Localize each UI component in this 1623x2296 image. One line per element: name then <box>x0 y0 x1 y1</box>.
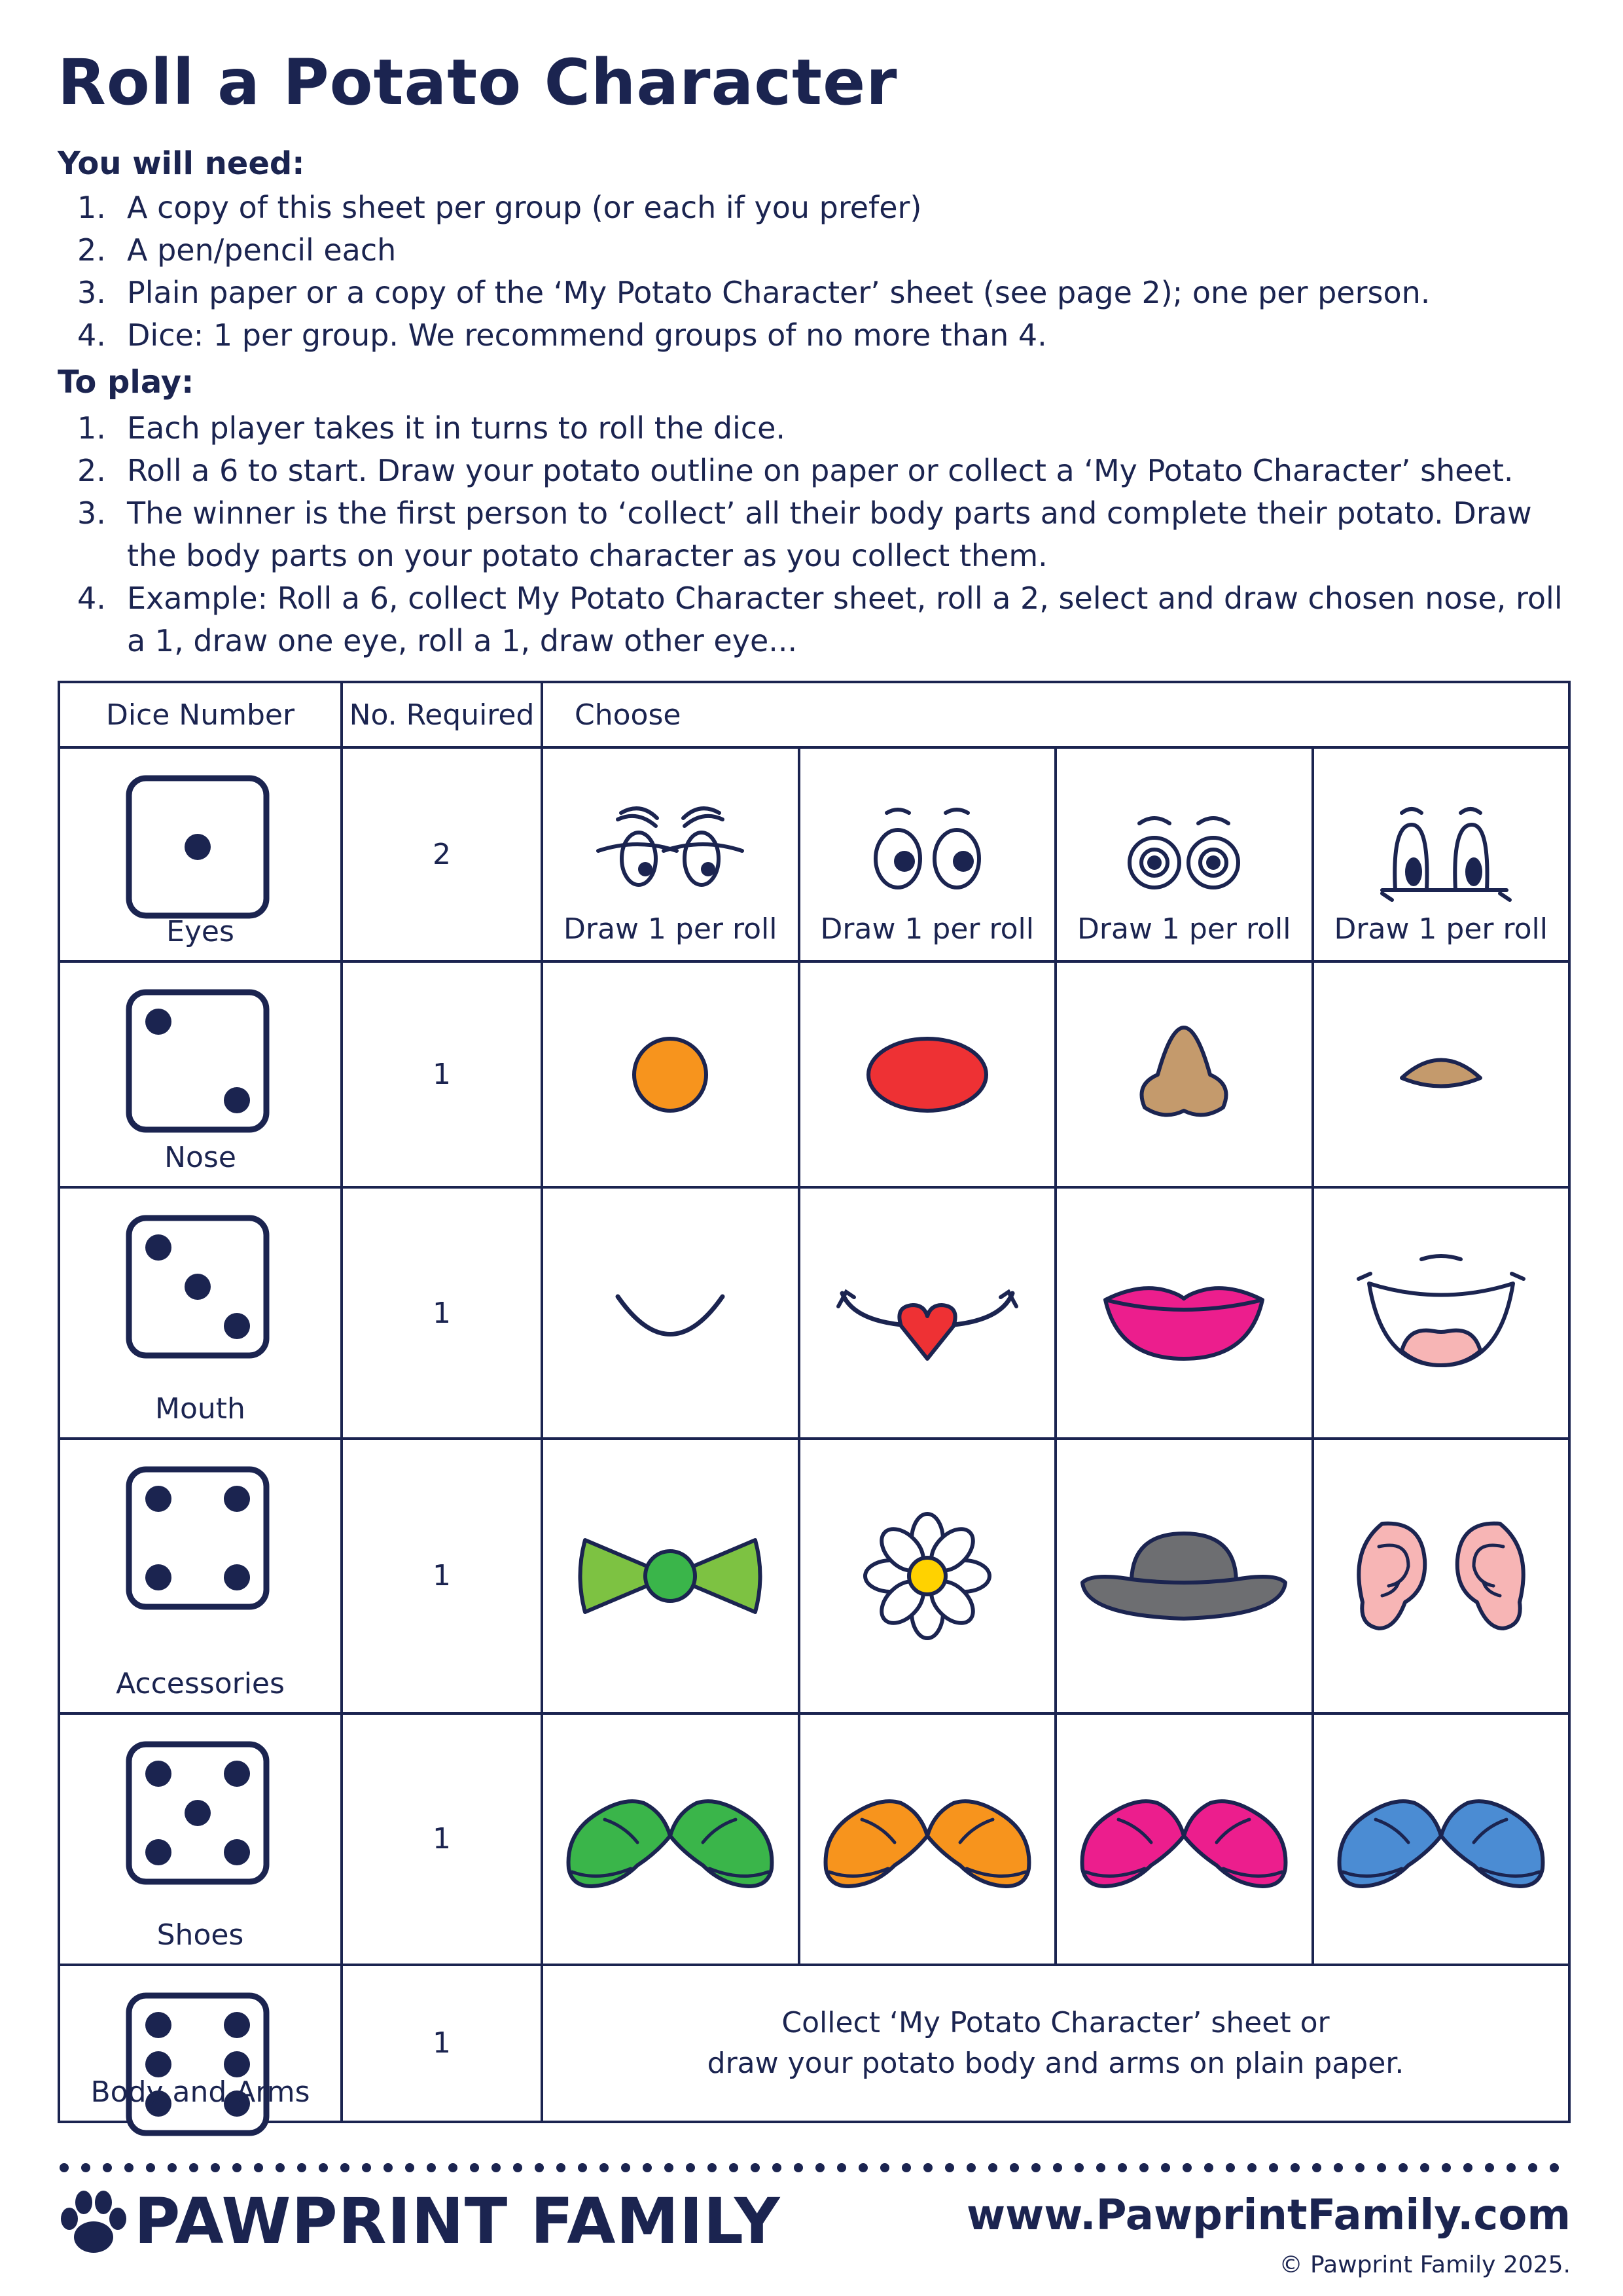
table-row <box>59 1439 1569 1714</box>
body-arms-note: Collect ‘My Potato Character’ sheet or draw your potato body and arms on plain paper. <box>542 1965 1569 2122</box>
row-label: Accessories <box>116 1667 285 1701</box>
list-item: 4. Example: Roll a 6, collect My Potato Character sheet, roll a 2, select and draw chosen nose, roll a 1, draw one eye, roll a 1, draw other eye... <box>77 581 1563 658</box>
round-eyes-icon <box>842 798 1012 910</box>
required-count: 2 <box>342 747 542 961</box>
option-cell <box>542 747 799 961</box>
option-cell <box>542 1439 799 1714</box>
orange-round-nose-icon <box>585 1016 755 1134</box>
die-six-icon <box>122 1989 273 2140</box>
row-label: Body and Arms <box>90 2075 310 2109</box>
you-will-need-list <box>58 187 1582 357</box>
dice-cell <box>59 1713 342 1964</box>
row-label: Eyes <box>166 914 234 948</box>
pink-lips-icon <box>1086 1254 1282 1372</box>
table-row <box>59 961 1569 1188</box>
pink-shoes-icon <box>1073 1774 1295 1905</box>
option-cell <box>1056 747 1313 961</box>
option-caption: Draw 1 per roll <box>563 912 777 946</box>
grey-bowler-hat-icon <box>1073 1517 1295 1635</box>
row-label: Shoes <box>156 1918 244 1952</box>
option-cell <box>1313 1439 1570 1714</box>
cartoon-eyes-icon <box>1099 798 1269 910</box>
blue-shoes-icon <box>1330 1774 1552 1905</box>
option-cell <box>1056 1439 1313 1714</box>
list-item: 4. Dice: 1 per group. We recommend groups of no more than 4. <box>77 317 1047 353</box>
green-bow-tie-icon <box>565 1514 775 1638</box>
list-item: 2. A pen/pencil each <box>77 232 397 268</box>
red-oval-nose-icon <box>842 1016 1012 1134</box>
option-cell <box>799 747 1056 961</box>
dice-cell <box>59 961 342 1188</box>
option-caption: Draw 1 per roll <box>1334 912 1548 946</box>
required-count: 1 <box>342 1713 542 1964</box>
required-count: 1 <box>342 1439 542 1714</box>
option-cell <box>1313 747 1570 961</box>
page-title: Roll a Potato Character <box>58 46 898 119</box>
sleepy-eyes-icon <box>585 798 755 910</box>
list-item: 1. A copy of this sheet per group (or each if you prefer) <box>77 190 922 225</box>
required-count: 1 <box>342 1187 542 1438</box>
option-cell <box>799 961 1056 1188</box>
pink-ears-icon <box>1343 1511 1539 1641</box>
website-url[interactable]: www.PawprintFamily.com <box>966 2191 1571 2240</box>
dice-cell <box>59 1965 342 2122</box>
dotted-divider <box>58 2161 1571 2174</box>
required-count: 1 <box>342 1965 542 2122</box>
dice-table <box>58 681 1571 2123</box>
option-cell <box>1313 961 1570 1188</box>
option-cell <box>1313 1187 1570 1438</box>
die-four-icon <box>122 1463 273 1613</box>
option-cell <box>542 1713 799 1964</box>
header-no-required: No. Required <box>342 682 542 747</box>
heart-mouth-icon <box>829 1254 1026 1372</box>
option-caption: Draw 1 per roll <box>1077 912 1291 946</box>
copyright: © Pawprint Family 2025. <box>1279 2251 1571 2278</box>
daisy-flower-icon <box>842 1504 1012 1648</box>
die-three-icon <box>122 1211 273 1362</box>
row-label: Nose <box>164 1141 236 1175</box>
dice-cell <box>59 1439 342 1714</box>
tan-small-nose-icon <box>1356 1016 1526 1134</box>
option-cell <box>799 1187 1056 1438</box>
brown-pointed-nose-icon <box>1099 1016 1269 1134</box>
to-play-list <box>58 407 1582 662</box>
die-five-icon <box>122 1738 273 1888</box>
option-cell <box>1056 961 1313 1188</box>
list-item: 1. Each player takes it in turns to roll the dice. <box>77 410 786 446</box>
table-header-row <box>59 682 1569 747</box>
green-shoes-icon <box>559 1774 781 1905</box>
open-mouth-tongue-icon <box>1343 1247 1539 1378</box>
header-dice-number: Dice Number <box>59 682 342 747</box>
tall-eyes-icon <box>1356 798 1526 910</box>
die-two-icon <box>122 986 273 1136</box>
list-item: 3. The winner is the first person to ‘collect’ all their body parts and complete their potato. Draw the body parts on your potato character as you collect them. <box>77 495 1532 573</box>
table-row <box>59 747 1569 961</box>
option-cell <box>799 1713 1056 1964</box>
option-cell <box>1056 1713 1313 1964</box>
option-cell <box>1313 1713 1570 1964</box>
brand-name: PAWPRINT FAMILY <box>134 2185 781 2258</box>
header-choose: Choose <box>542 682 1569 747</box>
dice-cell <box>59 1187 342 1438</box>
option-caption: Draw 1 per roll <box>820 912 1034 946</box>
required-count: 1 <box>342 961 542 1188</box>
row-label: Mouth <box>155 1391 245 1426</box>
table-row <box>59 1187 1569 1438</box>
list-item: 2. Roll a 6 to start. Draw your potato outline on paper or collect a ‘My Potato Character’ sheet. <box>77 453 1514 488</box>
option-cell <box>542 1187 799 1438</box>
option-cell <box>542 961 799 1188</box>
die-one-icon <box>122 772 273 922</box>
option-cell <box>799 1439 1056 1714</box>
to-play-heading: To play: <box>58 364 194 401</box>
table-row <box>59 1713 1569 1964</box>
table-row <box>59 1965 1569 2122</box>
list-item: 3. Plain paper or a copy of the ‘My Potato Character’ sheet (see page 2); one per person. <box>77 275 1431 310</box>
you-will-need-heading: You will need: <box>58 145 305 182</box>
paw-logo-icon <box>58 2186 130 2258</box>
orange-shoes-icon <box>816 1774 1039 1905</box>
option-cell <box>1056 1187 1313 1438</box>
dice-cell <box>59 747 342 961</box>
smile-mouth-icon <box>585 1254 755 1372</box>
